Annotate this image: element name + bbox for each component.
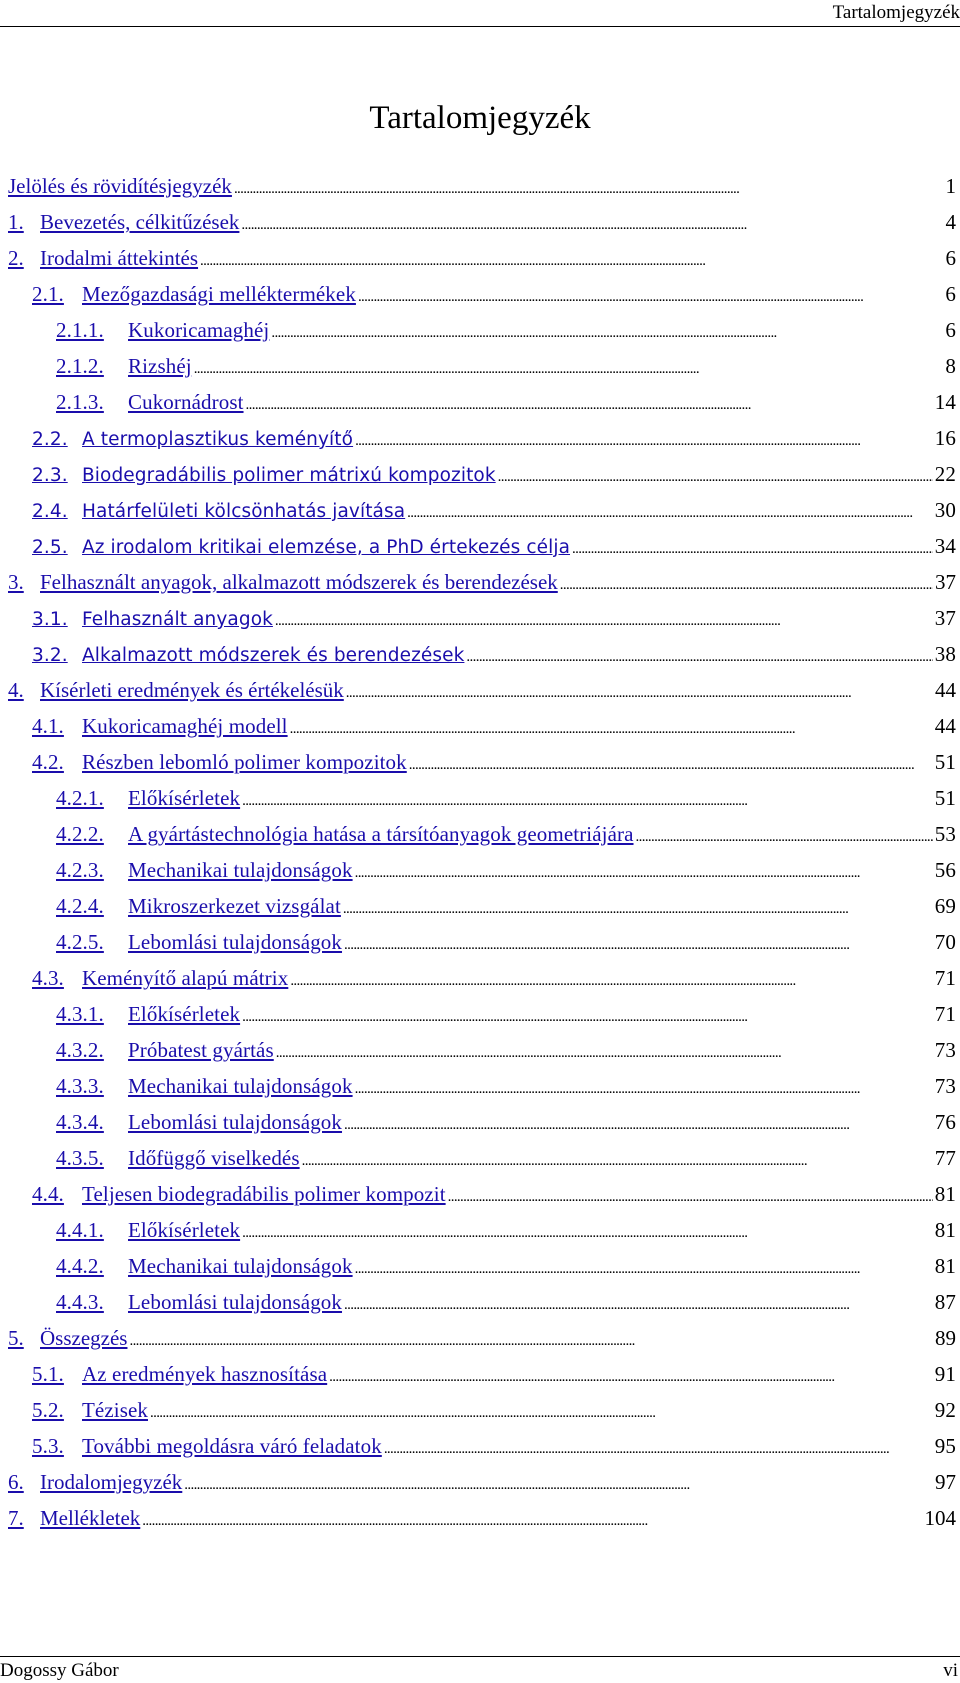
- toc-entry: [8, 852, 956, 888]
- toc-entry: [8, 636, 956, 672]
- toc-entry-number: 5.1.: [32, 1362, 64, 1386]
- toc-entry-page: 53: [934, 822, 956, 846]
- toc-entry-page: 1: [945, 174, 956, 198]
- toc-entry: [8, 1428, 956, 1464]
- toc-entry-label: Jelölés és rövidítésjegyzék: [8, 174, 232, 198]
- toc-entry-link[interactable]: [8, 204, 239, 240]
- running-footer: [0, 1656, 960, 1683]
- toc-entry-number: 4.4.3.: [56, 1290, 104, 1314]
- toc-entry-label: Kukoricamaghéj: [128, 318, 270, 342]
- toc-entry-number: 6.: [8, 1470, 24, 1494]
- toc-entry: [8, 744, 956, 780]
- toc-entry-page: 37: [934, 606, 956, 630]
- toc-entry-label: Próbatest gyártás: [128, 1038, 274, 1062]
- toc-entry-label: Mechanikai tulajdonságok: [128, 1074, 353, 1098]
- toc-entry: [8, 996, 956, 1032]
- toc-entry-link[interactable]: [32, 602, 273, 638]
- toc-entry-link[interactable]: [32, 1356, 327, 1392]
- toc-entry-link[interactable]: [32, 708, 288, 744]
- toc-entry-label: Felhasznált anyagok, alkalmazott módszerek és berendezések: [40, 570, 558, 594]
- toc-entry-link[interactable]: [56, 1104, 342, 1140]
- toc-leader-dots: [358, 279, 943, 315]
- toc-leader-dots: [409, 747, 933, 783]
- toc-entry-label: Bevezetés, célkitűzések: [40, 210, 240, 234]
- toc-entry: [8, 240, 956, 276]
- toc-entry-page: 73: [934, 1074, 956, 1098]
- toc-leader-dots: [498, 459, 933, 495]
- toc-leader-dots: [241, 207, 943, 243]
- toc-entry-link[interactable]: [56, 1032, 274, 1068]
- toc-entry-label: Teljesen biodegradábilis polimer kompozit: [82, 1182, 446, 1206]
- toc-entry-link[interactable]: [32, 530, 570, 566]
- toc-entry: [8, 1284, 956, 1320]
- toc-entry-page: 81: [934, 1218, 956, 1242]
- toc-entry-link[interactable]: [32, 1428, 382, 1464]
- toc-leader-dots: [242, 783, 933, 819]
- toc-entry-page: 6: [945, 282, 956, 306]
- toc-entry: [8, 348, 956, 384]
- toc-entry-label: Összegzés: [40, 1326, 128, 1350]
- toc-leader-dots: [246, 387, 933, 423]
- toc-entry-page: 71: [934, 966, 956, 990]
- toc-entry-page: 97: [935, 1470, 956, 1494]
- toc-leader-dots: [142, 1503, 922, 1539]
- running-header: [0, 0, 960, 27]
- toc-entry-number: 4.3.2.: [56, 1038, 104, 1062]
- toc-entry-link[interactable]: [56, 996, 240, 1032]
- toc-entry: [8, 312, 956, 348]
- toc-entry-link[interactable]: [56, 1284, 342, 1320]
- toc-entry-page: 51: [934, 786, 956, 810]
- toc-entry-number: 4.3.3.: [56, 1074, 104, 1098]
- toc-entry-number: 4.4.1.: [56, 1218, 104, 1242]
- toc-entry-page: 44: [934, 714, 956, 738]
- toc-entry: [8, 1212, 956, 1248]
- toc-entry-label: Mellékletek: [40, 1506, 141, 1530]
- toc-entry-page: 56: [934, 858, 956, 882]
- toc-leader-dots: [344, 1107, 933, 1143]
- toc-entry-number: 5.2.: [32, 1398, 64, 1422]
- toc-leader-dots: [636, 819, 933, 855]
- toc-entry-page: 34: [934, 534, 956, 558]
- toc-entry: [8, 1140, 956, 1176]
- toc-leader-dots: [407, 495, 933, 531]
- toc-entry-number: 4.: [8, 678, 24, 702]
- toc-leader-dots: [194, 351, 944, 387]
- toc-leader-dots: [355, 1251, 933, 1287]
- toc-entry-number: 4.2.4.: [56, 894, 104, 918]
- toc-entry-number: 2.5.: [32, 537, 68, 558]
- toc-leader-dots: [355, 855, 933, 891]
- toc-entry-number: 3.: [8, 570, 24, 594]
- toc-leader-dots: [346, 675, 933, 711]
- toc-entry-number: 4.1.: [32, 714, 64, 738]
- toc-entry-page: 71: [934, 1002, 956, 1026]
- toc-entry: [8, 924, 956, 960]
- toc-entry-label: Előkísérletek: [128, 1218, 241, 1242]
- toc-entry-label: Lebomlási tulajdonságok: [128, 1110, 343, 1134]
- toc-entry: [8, 672, 956, 708]
- toc-entry-number: 4.4.2.: [56, 1254, 104, 1278]
- toc-entry-label: Kukoricamaghéj modell: [82, 714, 288, 738]
- toc-entry-label: Mechanikai tulajdonságok: [128, 858, 353, 882]
- toc-entry-label: Részben lebomló polimer kompozitok: [82, 750, 407, 774]
- toc-entry-label: Időfüggő viselkedés: [128, 1146, 300, 1170]
- toc-leader-dots: [355, 423, 933, 459]
- toc-leader-dots: [355, 1071, 933, 1107]
- toc-leader-dots: [290, 963, 932, 999]
- toc-entry-label: Lebomlási tulajdonságok: [128, 930, 343, 954]
- toc-entry-number: 2.1.1.: [56, 318, 104, 342]
- toc-leader-dots: [466, 639, 932, 675]
- toc-entry-link[interactable]: [56, 312, 269, 348]
- toc-entry: [8, 456, 956, 492]
- toc-entry-number: 4.2.5.: [56, 930, 104, 954]
- toc-entry-number: 3.1.: [32, 609, 68, 630]
- toc-entry-label: Keményítő alapú mátrix: [82, 966, 289, 990]
- toc-entry-number: 4.3.: [32, 966, 64, 990]
- toc-entry-link[interactable]: [56, 924, 342, 960]
- toc-entry-link[interactable]: [56, 384, 244, 420]
- toc-entry-link[interactable]: [32, 960, 288, 996]
- toc-entry: [8, 564, 956, 600]
- toc-leader-dots: [242, 1215, 933, 1251]
- toc-leader-dots: [275, 603, 933, 639]
- toc-entry-page: 38: [934, 642, 956, 666]
- toc-entry-page: 44: [935, 678, 956, 702]
- toc-entry-label: A termoplasztikus keményítő: [82, 429, 354, 450]
- toc-entry-number: 4.3.1.: [56, 1002, 104, 1026]
- toc-leader-dots: [344, 1287, 933, 1323]
- toc-leader-dots: [129, 1323, 933, 1359]
- toc-leader-dots: [302, 1143, 933, 1179]
- toc-entry-link[interactable]: [32, 458, 496, 494]
- toc-entry-page: 91: [934, 1362, 956, 1386]
- toc-entry-label: További megoldásra váró feladatok: [82, 1434, 382, 1458]
- toc-entry-link[interactable]: [56, 780, 240, 816]
- toc-entry-link[interactable]: [56, 888, 341, 924]
- toc-entry-link[interactable]: [56, 1068, 353, 1104]
- toc-entry-label: Irodalomjegyzék: [40, 1470, 183, 1494]
- toc-entry: [8, 1032, 956, 1068]
- toc-leader-dots: [343, 891, 933, 927]
- toc-entry-link[interactable]: [32, 494, 405, 530]
- running-header-title: Tartalomjegyzék: [832, 2, 960, 23]
- toc-entry-link[interactable]: [8, 672, 344, 708]
- toc-entry-number: 4.2.: [32, 750, 64, 774]
- toc-leader-dots: [276, 1035, 933, 1071]
- toc-entry-link[interactable]: [32, 422, 353, 458]
- toc-entry-page: 77: [934, 1146, 956, 1170]
- toc-entry-number: 4.4.: [32, 1182, 64, 1206]
- toc-entry-link[interactable]: [8, 1320, 127, 1356]
- toc-entry-number: 2.1.2.: [56, 354, 104, 378]
- toc-entry-link[interactable]: [32, 276, 356, 312]
- toc-entry-label: Lebomlási tulajdonságok: [128, 1290, 343, 1314]
- toc-entry-number: 7.: [8, 1506, 24, 1530]
- toc-entry-label: Az irodalom kritikai elemzése, a PhD értekezés célja: [82, 537, 571, 558]
- toc-leader-dots: [234, 171, 944, 207]
- toc-entry-label: Mikroszerkezet vizsgálat: [128, 894, 341, 918]
- toc-entry: [8, 1356, 956, 1392]
- toc-entry: [8, 384, 956, 420]
- toc-entry-link[interactable]: [8, 240, 198, 276]
- toc-entry: [8, 1104, 956, 1140]
- toc-entry: [8, 1176, 956, 1212]
- toc-entry-label: Rizshéj: [128, 354, 192, 378]
- footer-page-number: vi: [943, 1660, 958, 1681]
- toc-entry-number: 4.2.3.: [56, 858, 104, 882]
- toc-entry-link[interactable]: [56, 348, 192, 384]
- toc-entry-link[interactable]: [32, 638, 464, 674]
- toc-entry: [8, 528, 956, 564]
- toc-entry-page: 37: [935, 570, 956, 594]
- toc-entry-link[interactable]: [8, 1464, 182, 1500]
- toc-entry-link[interactable]: [56, 1212, 240, 1248]
- footer-author: Dogossy Gábor: [0, 1660, 119, 1681]
- toc-entry-page: 4: [945, 210, 956, 234]
- toc-entry-link[interactable]: [8, 1500, 140, 1536]
- toc-entry: [8, 1392, 956, 1428]
- toc-entry-number: 4.3.5.: [56, 1146, 104, 1170]
- toc-entry: [8, 1248, 956, 1284]
- toc-entry: [8, 1320, 956, 1356]
- toc-leader-dots: [329, 1359, 933, 1395]
- toc-entry-page: 89: [935, 1326, 956, 1350]
- toc-entry-page: 30: [934, 498, 956, 522]
- toc-entry-page: 87: [934, 1290, 956, 1314]
- toc-entry-label: A gyártástechnológia hatása a társítóanyagok geometriájára: [128, 822, 634, 846]
- toc-entry-number: 5.: [8, 1326, 24, 1350]
- toc-entry: [8, 1068, 956, 1104]
- toc-leader-dots: [242, 999, 933, 1035]
- toc-entry: [8, 204, 956, 240]
- toc-leader-dots: [150, 1395, 933, 1431]
- toc-entry-number: 4.2.1.: [56, 786, 104, 810]
- toc-entry: [8, 960, 956, 996]
- toc-leader-dots: [384, 1431, 933, 1467]
- toc-entry-link[interactable]: [32, 744, 407, 780]
- toc-entry-link[interactable]: [8, 564, 558, 600]
- toc-leader-dots: [560, 567, 933, 603]
- toc-entry-page: 73: [934, 1038, 956, 1062]
- toc-entry: [8, 420, 956, 456]
- toc-entry-page: 76: [934, 1110, 956, 1134]
- toc-entry-label: Cukornádrost: [128, 390, 244, 414]
- toc-entry: [8, 708, 956, 744]
- toc-leader-dots: [271, 315, 943, 351]
- toc-entry-page: 22: [934, 462, 956, 486]
- toc-entry-number: 1.: [8, 210, 24, 234]
- toc-entry-link[interactable]: [56, 1140, 300, 1176]
- toc-entry-link[interactable]: [32, 1176, 446, 1212]
- toc-entry-number: 2.3.: [32, 465, 68, 486]
- toc-entry-number: 2.: [8, 246, 24, 270]
- toc-leader-dots: [572, 531, 933, 567]
- toc-entry-label: Irodalmi áttekintés: [40, 246, 199, 270]
- toc-entry-number: 2.2.: [32, 429, 68, 450]
- toc-entry-link[interactable]: [56, 1248, 353, 1284]
- toc-entry-link[interactable]: [8, 168, 232, 204]
- toc-entry-number: 3.2.: [32, 645, 68, 666]
- toc-entry: [8, 816, 956, 852]
- toc-entry-number: 5.3.: [32, 1434, 64, 1458]
- toc-entry: [8, 888, 956, 924]
- toc-entry-label: Előkísérletek: [128, 1002, 241, 1026]
- toc-entry-page: 81: [934, 1254, 956, 1278]
- toc-entry-label: Előkísérletek: [128, 786, 241, 810]
- toc-entry-label: Mezőgazdasági melléktermékek: [82, 282, 356, 306]
- toc-entry: [8, 780, 956, 816]
- page-title: Tartalomjegyzék: [369, 100, 591, 136]
- toc-entry-number: 2.1.: [32, 282, 64, 306]
- toc-entry-label: Alkalmazott módszerek és berendezések: [82, 645, 465, 666]
- toc-entry: [8, 276, 956, 312]
- toc-entry-page: 6: [945, 246, 956, 270]
- toc-entry-label: Biodegradábilis polimer mátrixú kompozitok: [82, 465, 496, 486]
- toc-entry-label: Mechanikai tulajdonságok: [128, 1254, 353, 1278]
- toc-entry-label: Felhasznált anyagok: [82, 609, 273, 630]
- toc-entry-page: 69: [934, 894, 956, 918]
- toc-entry-page: 51: [934, 750, 956, 774]
- toc-entry: [8, 492, 956, 528]
- toc-entry: [8, 1500, 956, 1536]
- toc-entry: [8, 600, 956, 636]
- toc-entry-page: 16: [934, 426, 956, 450]
- toc-entry-number: 4.3.4.: [56, 1110, 104, 1134]
- toc-entry-label: Tézisek: [82, 1398, 148, 1422]
- toc-entry-page: 14: [934, 390, 956, 414]
- toc-entry-label: Kísérleti eredmények és értékelésük: [40, 678, 344, 702]
- toc-entry-label: Határfelületi kölcsönhatás javítása: [82, 501, 406, 522]
- toc-entry-page: 6: [945, 318, 956, 342]
- toc-entry-page: 8: [945, 354, 956, 378]
- toc-entry-number: 2.1.3.: [56, 390, 104, 414]
- toc-leader-dots: [290, 711, 933, 747]
- toc-leader-dots: [200, 243, 943, 279]
- toc-entry-page: 70: [934, 930, 956, 954]
- toc-entry-page: 104: [924, 1506, 956, 1530]
- toc-entry-page: 92: [934, 1398, 956, 1422]
- toc-entry-page: 81: [934, 1182, 956, 1206]
- toc-entry-page: 95: [934, 1434, 956, 1458]
- toc-entry: [8, 1464, 956, 1500]
- toc-entry-link[interactable]: [32, 1392, 148, 1428]
- toc-leader-dots: [344, 927, 933, 963]
- toc-entry-link[interactable]: [56, 852, 353, 888]
- toc-leader-dots: [184, 1467, 933, 1503]
- toc-entry-number: 4.2.2.: [56, 822, 104, 846]
- toc-entry-link[interactable]: [56, 816, 634, 852]
- toc-entry-label: Az eredmények hasznosítása: [82, 1362, 328, 1386]
- table-of-contents: [8, 168, 956, 1536]
- toc-entry-number: 2.4.: [32, 501, 68, 522]
- toc-entry: [8, 168, 956, 204]
- toc-leader-dots: [448, 1179, 933, 1215]
